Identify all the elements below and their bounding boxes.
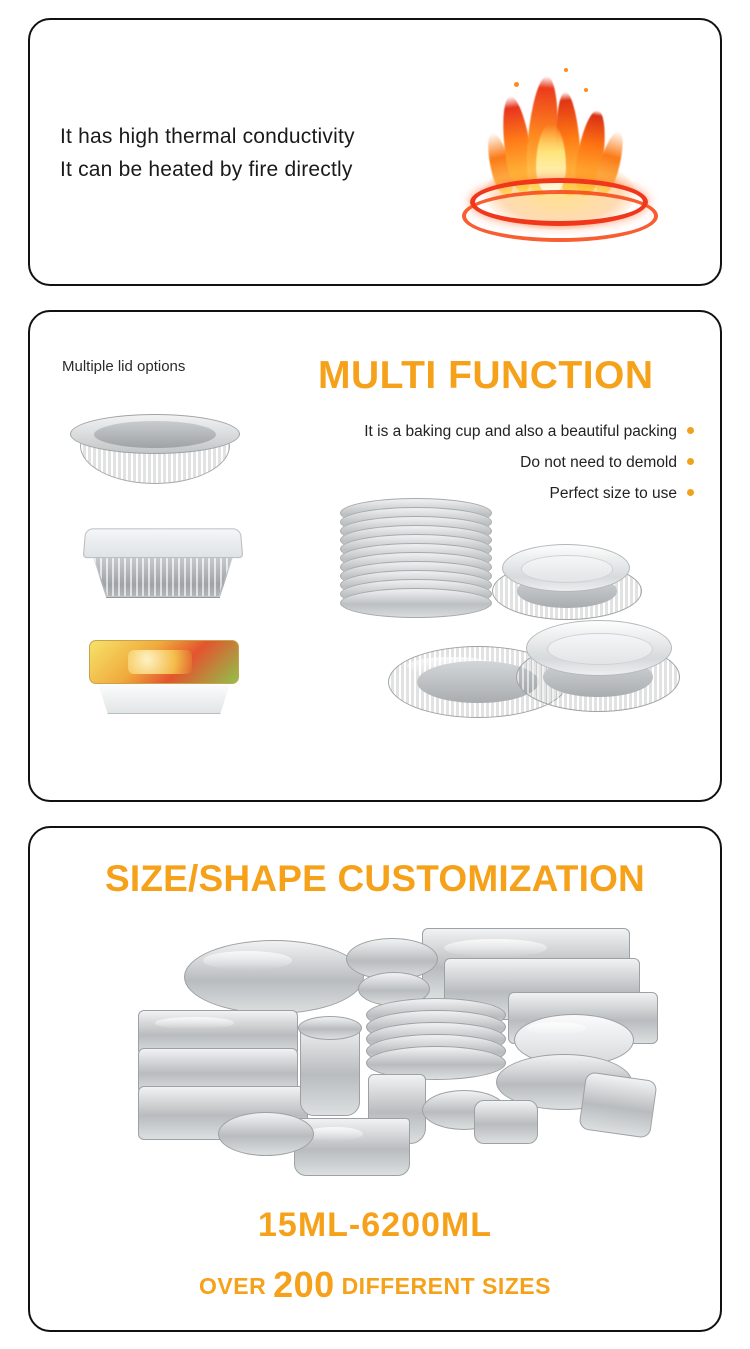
sizes-count-line [30, 1264, 720, 1306]
bullet-row [364, 447, 694, 478]
small-square-pan [474, 1100, 538, 1144]
fire-illustration [460, 62, 670, 262]
bullet-dot-icon [687, 427, 694, 434]
round-lid [526, 620, 672, 676]
spark-icon [584, 88, 588, 92]
thermal-line-1: It has high thermal conductivity [60, 125, 355, 148]
volume-range-text: 15ML-6200ML [258, 1206, 492, 1244]
sizes-number: 200 [273, 1264, 335, 1305]
thermal-text-block [60, 120, 355, 186]
thermal-line-2: It can be heated by fire directly [60, 158, 353, 181]
foil-cup-rim [298, 1016, 362, 1040]
fire-ring-inner [470, 178, 648, 226]
printed-lid [89, 640, 239, 684]
size-product-photo [122, 914, 652, 1204]
oval-pan [184, 940, 364, 1014]
lid-thumbnail-round-tray [70, 408, 240, 488]
size-title: SIZE/SHAPE CUSTOMIZATION [105, 858, 645, 899]
bullet-text: Do not need to demold [520, 454, 677, 471]
bullet-text: Perfect size to use [549, 485, 677, 502]
multi-function-product-photo [330, 492, 700, 782]
round-lid [502, 544, 630, 592]
spark-icon [564, 68, 568, 72]
clear-lid [83, 528, 244, 558]
bullet-row [364, 416, 694, 447]
tray-lid-inner [94, 421, 216, 448]
lid-thumbnail-printed-tray [85, 640, 245, 718]
front-round-pan [218, 1112, 314, 1156]
thermal-conductivity-card [28, 18, 722, 286]
multi-function-title: MULTI FUNCTION [318, 354, 654, 397]
stacked-round-trays [340, 498, 492, 626]
sizes-suffix: DIFFERENT SIZES [341, 1273, 551, 1299]
size-shape-customization-card [28, 826, 722, 1332]
lid-thumbnail-rect-tray [80, 528, 245, 604]
spark-icon [514, 82, 519, 87]
lid-options-label: Multiple lid options [62, 358, 186, 375]
sizes-prefix: OVER [199, 1273, 267, 1299]
tray-ribs [94, 558, 232, 596]
multi-function-card [28, 310, 722, 802]
square-pan [578, 1071, 657, 1138]
tray-body [97, 680, 231, 714]
bullet-dot-icon [687, 458, 694, 465]
bullet-text: It is a baking cup and also a beautiful packing [364, 423, 677, 440]
